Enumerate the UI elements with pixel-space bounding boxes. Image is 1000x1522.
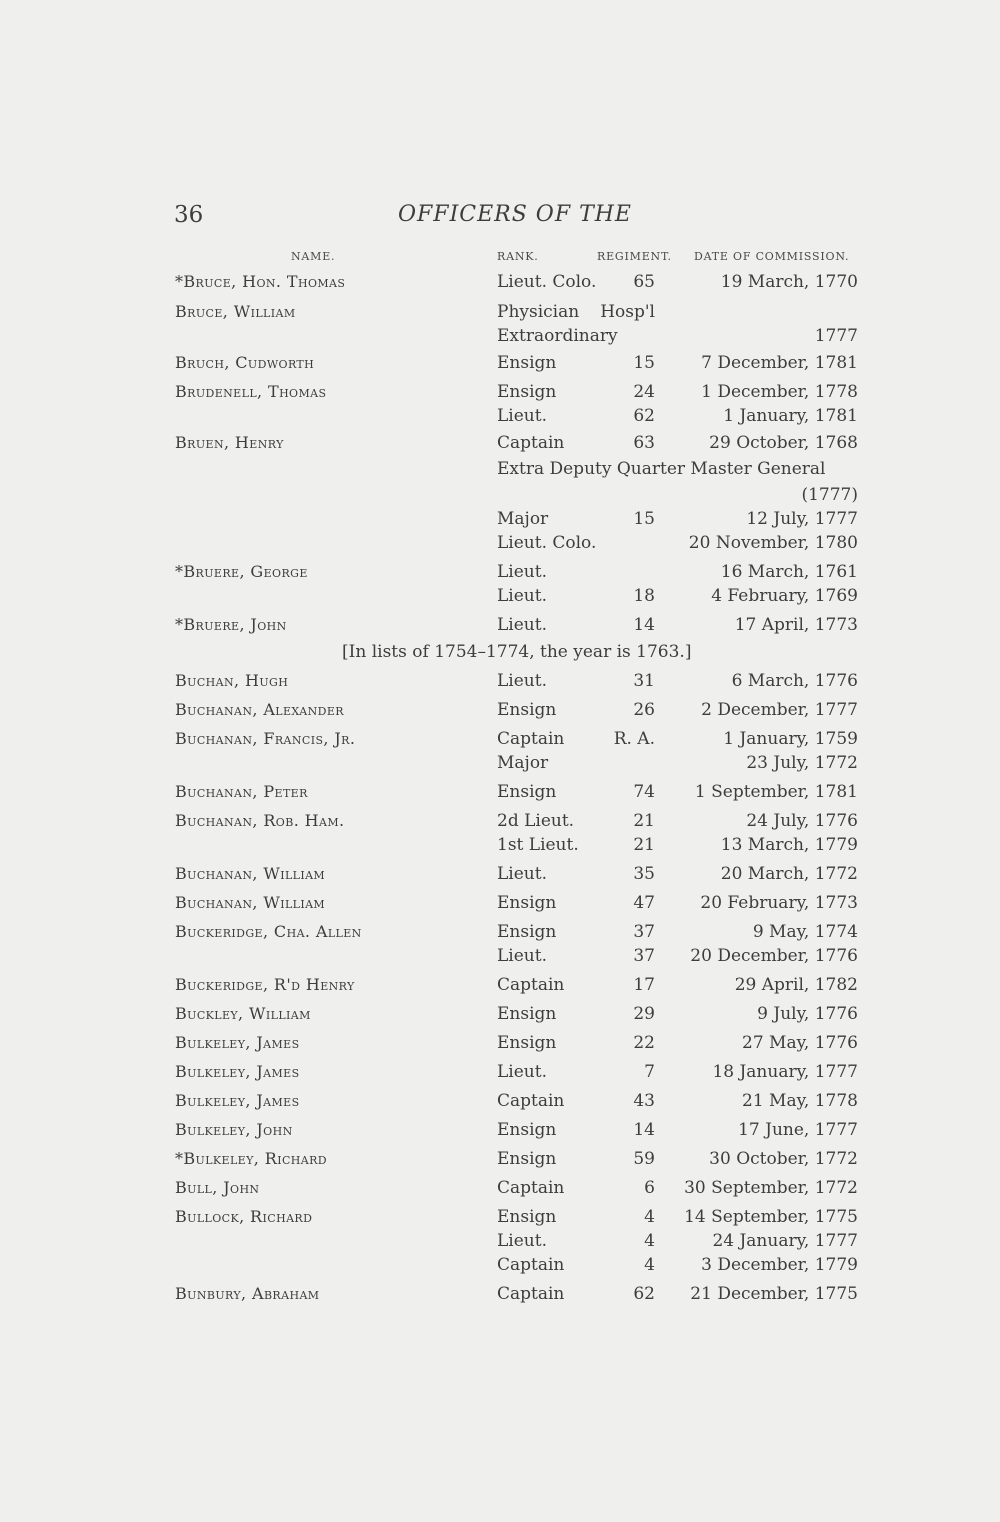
commission-date: 6 March, 1776 <box>731 671 858 691</box>
list-item <box>0 326 1000 350</box>
officer-name: Bulkeley, James <box>175 1091 300 1110</box>
commission-date: 20 March, 1772 <box>720 864 858 884</box>
commission-date: 20 November, 1780 <box>688 533 858 553</box>
commission-date: 20 February, 1773 <box>700 893 858 913</box>
commission-date: 9 May, 1774 <box>752 922 858 942</box>
commission-date: 7 December, 1781 <box>701 353 858 373</box>
commission-date: 17 April, 1773 <box>734 615 858 635</box>
officer-regiment: 21 <box>633 811 655 831</box>
officer-name: Buchanan, Rob. Ham. <box>175 811 345 830</box>
officer-rank: Lieut. <box>497 946 547 966</box>
officer-rank: Extraordinary <box>497 326 618 346</box>
commission-date: 30 October, 1772 <box>709 1149 858 1169</box>
officer-name: *Bruce, Hon. Thomas <box>175 272 346 291</box>
list-item <box>0 642 1000 666</box>
list-item <box>0 562 1000 586</box>
officer-rank: Lieut. <box>497 864 547 884</box>
commission-date: 3 December, 1779 <box>701 1255 858 1275</box>
list-item <box>0 1178 1000 1202</box>
list-item <box>0 586 1000 610</box>
officer-rank: Lieut. <box>497 615 547 635</box>
officer-rank: Captain <box>497 729 565 749</box>
officer-name: Buckeridge, R'd Henry <box>175 975 355 994</box>
list-item <box>0 1149 1000 1173</box>
commission-date: (1777) <box>801 485 858 505</box>
commission-date: 24 July, 1776 <box>746 811 858 831</box>
officer-rank: 2d Lieut. <box>497 811 575 831</box>
officer-name: Buckeridge, Cha. Allen <box>175 922 362 941</box>
commission-date: 23 July, 1772 <box>746 753 858 773</box>
commission-date: 24 January, 1777 <box>712 1231 858 1251</box>
officer-name: *Bruere, John <box>175 615 287 634</box>
officer-name: Bulkeley, John <box>175 1120 293 1139</box>
list-item <box>0 406 1000 430</box>
commission-date: 16 March, 1761 <box>720 562 858 582</box>
commission-date: 21 May, 1778 <box>742 1091 858 1111</box>
officer-regiment: 15 <box>633 509 655 529</box>
officer-rank: Captain <box>497 1091 565 1111</box>
officer-rank: Ensign <box>497 1033 557 1053</box>
officer-rank: Ensign <box>497 782 557 802</box>
officer-regiment: 31 <box>633 671 655 691</box>
officer-name: Bulkeley, James <box>175 1033 300 1052</box>
officer-rank: Captain <box>497 433 565 453</box>
officer-rank: Major <box>497 509 549 529</box>
officer-rank: Lieut. <box>497 586 547 606</box>
officer-name: Buchanan, Peter <box>175 782 308 801</box>
commission-date: 1 December, 1778 <box>701 382 858 402</box>
officer-regiment: 63 <box>633 433 655 453</box>
officer-name: Buchan, Hugh <box>175 671 289 690</box>
list-item <box>0 893 1000 917</box>
officer-regiment: 15 <box>633 353 655 373</box>
list-item <box>0 459 1000 483</box>
officer-rank: Lieut. <box>497 1231 547 1251</box>
column-header-date: DATE OF COMMISSION. <box>694 250 850 263</box>
commission-date: 1 September, 1781 <box>694 782 858 802</box>
officer-regiment: 43 <box>633 1091 655 1111</box>
list-item <box>0 1004 1000 1028</box>
officer-regiment: 37 <box>633 922 655 942</box>
commission-date: 1 January, 1781 <box>723 406 858 426</box>
officer-rank: 1st Lieut. <box>497 835 579 855</box>
officer-regiment: 17 <box>633 975 655 995</box>
officer-rank: Ensign <box>497 382 557 402</box>
commission-date: 17 June, 1777 <box>738 1120 858 1140</box>
officer-regiment: 62 <box>633 1284 655 1304</box>
commission-date: 29 April, 1782 <box>734 975 858 995</box>
list-item <box>0 1091 1000 1115</box>
list-item <box>0 485 1000 509</box>
officer-name: Buchanan, Francis, Jr. <box>175 729 356 748</box>
officer-regiment: 47 <box>633 893 655 913</box>
list-item <box>0 753 1000 777</box>
officer-regiment: 35 <box>633 864 655 884</box>
officer-rank: Captain <box>497 1178 565 1198</box>
officer-regiment: 59 <box>633 1149 655 1169</box>
list-item <box>0 353 1000 377</box>
officer-regiment: R. A. <box>613 729 655 749</box>
officer-regiment: 65 <box>633 272 655 292</box>
commission-date: 13 March, 1779 <box>720 835 858 855</box>
commission-date: 14 September, 1775 <box>684 1207 858 1227</box>
list-item <box>0 946 1000 970</box>
list-item <box>0 975 1000 999</box>
officer-regiment: 7 <box>644 1062 655 1082</box>
commission-date: 20 December, 1776 <box>690 946 858 966</box>
list-item <box>0 811 1000 835</box>
commission-date: 1 January, 1759 <box>723 729 858 749</box>
officer-regiment: 6 <box>644 1178 655 1198</box>
list-item <box>0 922 1000 946</box>
officer-rank: Lieut. Colo. <box>497 272 597 292</box>
list-item <box>0 1062 1000 1086</box>
list-item <box>0 1231 1000 1255</box>
commission-date: 1777 <box>814 326 858 346</box>
running-title: OFFICERS OF THE <box>398 202 632 227</box>
officer-regiment: 14 <box>633 615 655 635</box>
officer-name: *Bruere, George <box>175 562 308 581</box>
commission-date: 21 December, 1775 <box>690 1284 858 1304</box>
list-item <box>0 864 1000 888</box>
officer-rank: Captain <box>497 1284 565 1304</box>
officer-regiment: 4 <box>644 1207 655 1227</box>
officer-name: Brudenell, Thomas <box>175 382 327 401</box>
officer-rank: Ensign <box>497 700 557 720</box>
list-item <box>0 433 1000 457</box>
list-item <box>0 615 1000 639</box>
commission-date: 4 February, 1769 <box>711 586 858 606</box>
officer-name: *Bulkeley, Richard <box>175 1149 327 1168</box>
officer-regiment: 29 <box>633 1004 655 1024</box>
officer-rank: Major <box>497 753 549 773</box>
page-number: 36 <box>174 202 204 228</box>
extra-appointment: Extra Deputy Quarter Master General <box>497 459 826 479</box>
officer-rank: Ensign <box>497 353 557 373</box>
list-item <box>0 782 1000 806</box>
list-item <box>0 700 1000 724</box>
list-item <box>0 533 1000 557</box>
column-header-regiment: REGIMENT. <box>597 250 672 263</box>
officer-name: Buckley, William <box>175 1004 311 1023</box>
officer-name: Bullock, Richard <box>175 1207 313 1226</box>
list-item <box>0 509 1000 533</box>
officer-name: Bull, John <box>175 1178 260 1197</box>
officer-rank: Physician <box>497 302 580 322</box>
list-item <box>0 1255 1000 1279</box>
list-item <box>0 729 1000 753</box>
officer-regiment: 26 <box>633 700 655 720</box>
list-item <box>0 1033 1000 1057</box>
officer-regiment: 22 <box>633 1033 655 1053</box>
officer-name: Buchanan, Alexander <box>175 700 344 719</box>
officer-rank: Captain <box>497 975 565 995</box>
officer-rank: Ensign <box>497 1120 557 1140</box>
officer-regiment: 62 <box>633 406 655 426</box>
note-text: [In lists of 1754–1774, the year is 1763.] <box>342 642 692 662</box>
commission-date: 2 December, 1777 <box>701 700 858 720</box>
list-item <box>0 835 1000 859</box>
officer-rank: Lieut. <box>497 562 547 582</box>
officer-name: Bruch, Cudworth <box>175 353 315 372</box>
page-header <box>174 200 874 236</box>
commission-date: 30 September, 1772 <box>684 1178 858 1198</box>
officer-rank: Lieut. <box>497 406 547 426</box>
officer-regiment: 4 <box>644 1231 655 1251</box>
list-item <box>0 1284 1000 1308</box>
commission-date: 19 March, 1770 <box>720 272 858 292</box>
officer-rank: Ensign <box>497 1004 557 1024</box>
list-item <box>0 671 1000 695</box>
officer-name: Buchanan, William <box>175 893 326 912</box>
officer-rank: Lieut. Colo. <box>497 533 597 553</box>
officer-rank: Captain <box>497 1255 565 1275</box>
list-item <box>0 1207 1000 1231</box>
officer-regiment: 14 <box>633 1120 655 1140</box>
commission-date: 29 October, 1768 <box>709 433 858 453</box>
officer-regiment: Hosp'l <box>600 302 655 322</box>
officer-name: Buchanan, William <box>175 864 326 883</box>
column-header-name: NAME. <box>291 250 336 263</box>
officer-regiment: 24 <box>633 382 655 402</box>
list-item <box>0 382 1000 406</box>
list-item <box>0 302 1000 326</box>
officer-regiment: 21 <box>633 835 655 855</box>
officer-name: Bruce, William <box>175 302 296 321</box>
officer-regiment: 18 <box>633 586 655 606</box>
officer-rank: Lieut. <box>497 671 547 691</box>
column-header-rank: RANK. <box>497 250 539 263</box>
officer-rank: Ensign <box>497 893 557 913</box>
commission-date: 18 January, 1777 <box>712 1062 858 1082</box>
officer-rank: Lieut. <box>497 1062 547 1082</box>
officer-rank: Ensign <box>497 1207 557 1227</box>
officer-rank: Ensign <box>497 1149 557 1169</box>
officer-regiment: 4 <box>644 1255 655 1275</box>
officer-regiment: 74 <box>633 782 655 802</box>
list-item <box>0 272 1000 296</box>
officer-regiment: 37 <box>633 946 655 966</box>
list-item <box>0 1120 1000 1144</box>
officer-rank: Ensign <box>497 922 557 942</box>
officer-name: Bunbury, Abraham <box>175 1284 320 1303</box>
commission-date: 27 May, 1776 <box>742 1033 858 1053</box>
commission-date: 12 July, 1777 <box>746 509 858 529</box>
officer-name: Bulkeley, James <box>175 1062 300 1081</box>
commission-date: 9 July, 1776 <box>757 1004 858 1024</box>
officer-name: Bruen, Henry <box>175 433 284 452</box>
